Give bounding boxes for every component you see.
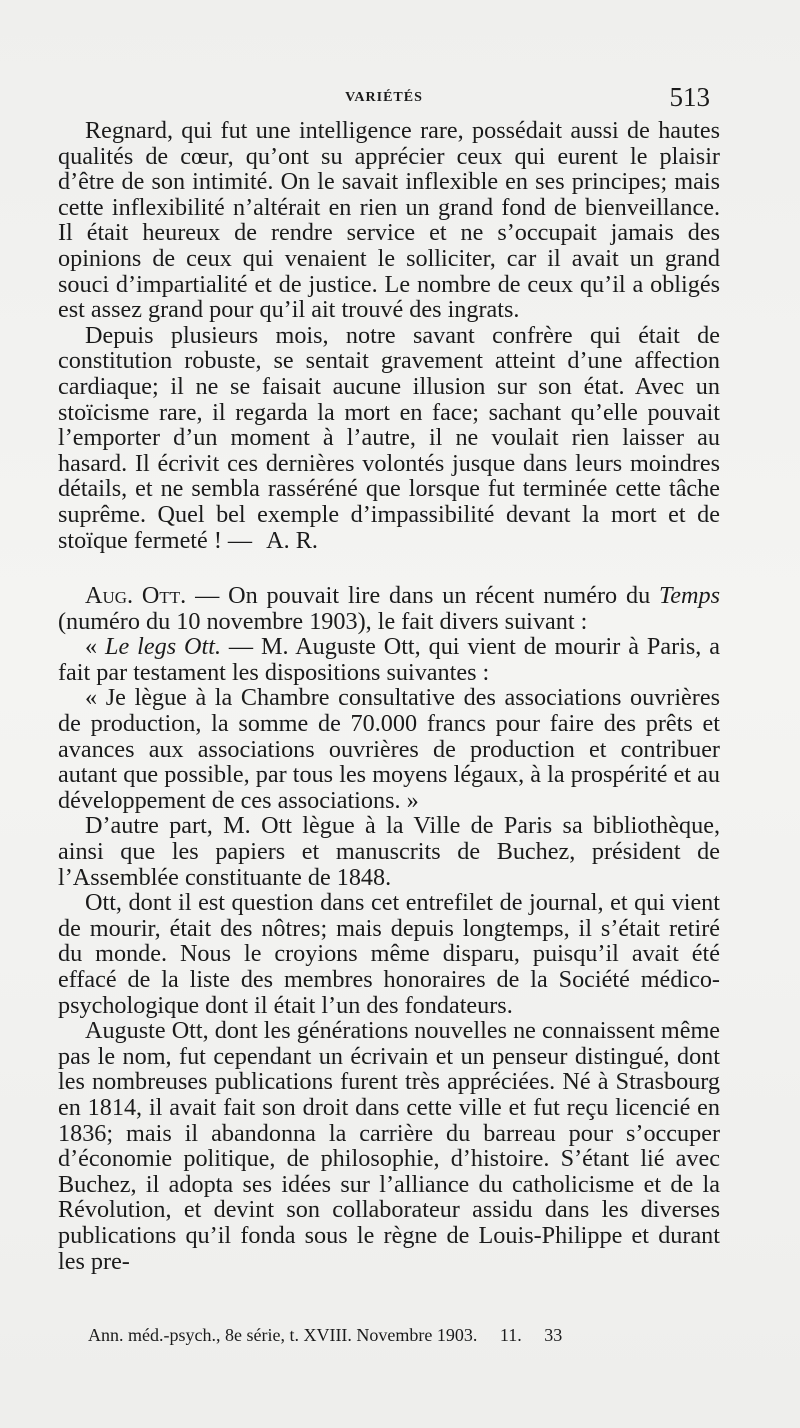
paragraph-legs-ott	[58, 634, 720, 685]
paragraph-library-bequest: D’autre part, M. Ott lègue à la Ville de Paris sa bibliothèque, ainsi que les papiers et manuscrits de Buchez, président de l’Assemblée constituante de 1848.	[58, 812, 720, 891]
running-head	[58, 82, 710, 114]
running-title: VARIÉTÉS	[345, 90, 423, 105]
quote-open: «	[85, 633, 106, 661]
paragraph-ott-news-text-b: (numéro du 10 novembre 1903), le fait divers suivant :	[58, 607, 588, 635]
footer-sheet-number: 33	[544, 1325, 563, 1345]
paragraph-ott-biography: Auguste Ott, dont les générations nouvelles ne connaissent même pas le nom, fut cependant un écrivain et un penseur distingué, dont les nombreuses publications furent très appréciées. Né à Strasbourg en 1814, il avait fait son droit dans cette ville et fut reçu licencié en 1836; mais il abandonna la carrière du barreau pour s’occuper d’économie politique, de philosophie, d’histoire. S’étant lié avec Buchez, il adopta ses idées sur l’alliance du catholicisme et de la Révolution, et devint son collaborateur assidu dans les diverses publications qu’il fonda sous le règne de Louis-Philippe et durant les pre-	[58, 1017, 720, 1275]
paragraph-ott-news-text-a: — On pouvait lire dans un récent numéro du	[186, 582, 660, 610]
footer-signature-mark: 11.	[499, 1325, 522, 1345]
ott-name-heading: Aug. Ott.	[85, 582, 187, 610]
paragraph-ott-membership: Ott, dont il est question dans cet entrefilet de journal, et qui vient de mourir, était des nôtres; mais depuis longtemps, il s’était retiré du monde. Nous le croyions même disparu, puisqu’il avait été effacé de la liste des membres honoraires de la Société médico-psychologique dont il était l’un des fondateurs.	[58, 889, 720, 1019]
body-text	[58, 118, 720, 1274]
page-number: 513	[669, 82, 710, 112]
paragraph-regnard-qualities: Regnard, qui fut une intelligence rare, possédait aussi de hautes qualités de cœur, qu’ont su apprécier ceux qui eurent le plaisir d’être de son intimité. On le savait inflexible en ses principes; mais cette inflexibilité n’altérait en rien un grand fond de bienveillance. Il était heureux de rendre service et ne s’occupait jamais des opinions de ceux qui venaient le solliciter, car il avait un grand souci d’impartialité et de justice. Le nombre de ceux qu’il a obligés est assez grand pour qu’il ait trouvé des ingrats.	[58, 117, 720, 324]
section-divider	[58, 553, 720, 583]
paragraph-legs-ott-text: — M. Auguste Ott, qui vient de mourir à Paris, a fait par testament les dispositions suivantes :	[58, 633, 721, 686]
journal-title: Temps	[659, 582, 720, 610]
legs-ott-title: Le legs Ott.	[105, 633, 221, 661]
paragraph-ott-news	[58, 583, 720, 634]
footer-journal-reference: Ann. méd.-psych., 8e série, t. XVIII. Novembre 1903.	[88, 1325, 478, 1345]
author-signature: A. R.	[266, 526, 318, 554]
paragraph-testament-quote: « Je lègue à la Chambre consultative des associations ouvrières de production, la somme de 70.000 francs pour faire des prêts et avances aux associations ouvrières de production et contribuer autant que possible, par tous les moyens légaux, à la prospérité et au développement de ces associations. »	[58, 684, 720, 814]
page-footer	[88, 1325, 562, 1346]
paragraph-regnard-illness-text: Depuis plusieurs mois, notre savant confrère qui était de constitution robuste, se sentait gravement atteint d’une affection cardiaque; il ne se faisait aucune illusion sur son état. Avec un stoïcisme rare, il regarda la mort en face; sachant qu’elle pouvait l’emporter d’un moment à l’autre, il ne voulait rien laisser au hasard. Il écrivit ces dernières volontés jusque dans leurs moindres détails, et ne sembla rasséréné que lorsque fut terminée cette tâche suprême. Quel bel exemple d’impassibilité devant la mort et de stoïque fermeté ! —	[58, 321, 720, 554]
paragraph-regnard-illness	[58, 323, 720, 553]
